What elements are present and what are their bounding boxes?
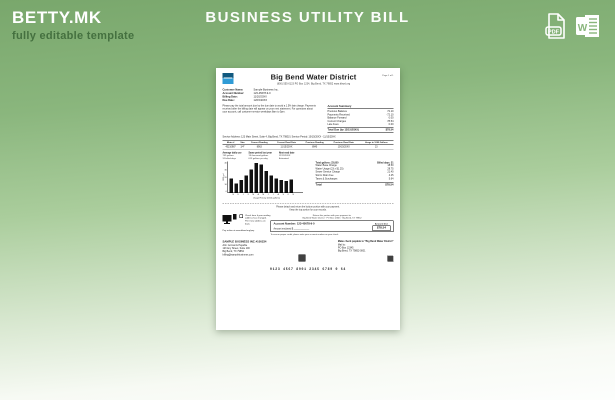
address-change-label: Check here if your mailing address has changed. Print new address on back.: [245, 213, 271, 225]
computer-icon: [223, 214, 238, 227]
charge-value: 4.25: [388, 174, 394, 177]
chart-bar: [230, 179, 234, 193]
chart-bar: [250, 169, 254, 192]
table-cell: 45210987: [223, 145, 239, 150]
charge-row: [316, 178, 394, 181]
pay-online-url[interactable]: Pay online at www.bbwd.org/pay: [222, 228, 255, 232]
chart-bar: [240, 180, 244, 192]
meter-info-col: [279, 151, 295, 159]
charge-label: Taxes & Surcharges: [315, 177, 338, 181]
svg-text:W: W: [577, 23, 588, 34]
detach-instructions: Please detach and return the bottom portion with your payment. Keep the top portion for your records.: [223, 204, 394, 212]
field-value: 123-45678-9-0: [253, 92, 271, 95]
table-header-cell: Usage in 1000 Gallons: [359, 140, 393, 145]
amount-enclosed-line[interactable]: Amount enclosed $ ____________: [273, 227, 310, 230]
charge-value: 18.50: [387, 164, 394, 168]
y-tick: 0: [225, 190, 227, 193]
chart-x-ticks: [230, 193, 311, 196]
address-line: billing@samplebusiness.com: [222, 253, 254, 257]
summary-value: 0.00: [388, 116, 394, 120]
qr-code-icon: [299, 254, 306, 261]
word-icon[interactable]: [575, 12, 601, 40]
page-title: BUSINESS UTILITY BILL: [205, 9, 410, 26]
summary-row: [328, 123, 394, 126]
x-tick: M: [252, 193, 254, 196]
chart-bar: [255, 163, 259, 192]
district-logo-icon: [223, 73, 234, 84]
chart-bar: [290, 179, 294, 192]
service-address-line: Service Address: 123 Main Street, Suite 4, Big Bend, TX 79852 | Service Period: 10/15/20XX - 11/15/20XX: [222, 135, 336, 139]
address-change-checkbox[interactable]: [240, 214, 244, 218]
meter-table: [223, 140, 394, 150]
y-tick: 20: [224, 175, 227, 179]
stub-note: To ensure proper credit, please write your account number on your check.: [270, 232, 339, 236]
chart-bar: [285, 181, 289, 193]
page-indicator: Page 1 of 1: [382, 74, 394, 77]
charge-label: Storm Drain Fee: [315, 174, 334, 177]
address-line: 123 Any Street, Suite 100: [222, 247, 250, 251]
table-header-cell: Previous Reading: [301, 140, 329, 145]
site-logo[interactable]: BETTY.MK: [12, 8, 102, 27]
table-cell: 11/15/20XX: [272, 145, 301, 150]
stub-account-number: Account Number: 123-45678-9-0: [273, 222, 315, 226]
info-head: Next read date: [278, 151, 295, 154]
field-value: Sample Business Inc.: [253, 88, 279, 92]
account-summary: [328, 105, 394, 133]
stub-footer: [223, 240, 394, 261]
chart-y-axis-label: 1000 gal: [222, 173, 225, 181]
address-line: Attn: Accounts Payable: [222, 244, 248, 247]
charge-label: Water Usage (23 x $1.25): [315, 167, 344, 171]
y-tick: 10: [224, 182, 227, 186]
y-tick: 40: [224, 161, 227, 165]
account-field-row: [223, 99, 394, 103]
charge-value: 5.64: [388, 177, 394, 181]
x-tick: A: [257, 193, 259, 196]
field-label: Billing Date:: [222, 95, 238, 99]
x-tick: D: [237, 193, 239, 196]
chart-bar: [280, 180, 284, 192]
info-head: Average daily use: [222, 151, 242, 154]
table-cell: 3/4": [240, 145, 245, 149]
table-header-cell: Meter #: [223, 140, 239, 145]
summary-label: Current Charges: [327, 119, 346, 123]
remit-to-block: Make check payable to "Big Bend Water District" Mail to: PO Box 12345 Big Bend, TX 79852-0001: [338, 240, 394, 261]
remit-line: Big Bend, TX 79852-0001: [337, 250, 366, 253]
company-contact: (800) 555-0123 PO Box 1234, Big Bend, TX 79852 www.bbwd.org: [276, 82, 351, 85]
svg-text:PDF: PDF: [547, 29, 560, 36]
summary-value: 78.54: [387, 119, 394, 123]
account-fields: [223, 89, 394, 103]
chart-title: Usage History (1000 gallons): [253, 196, 280, 200]
charge-value: 21.40: [387, 171, 394, 174]
summary-value: -72.10: [386, 113, 394, 117]
amount-due-label: Amount Due: [374, 222, 388, 225]
chart-bar: [245, 176, 249, 193]
meter-info-col: [223, 151, 242, 159]
summary-value: 72.10: [387, 110, 394, 113]
remit-pre-lines: Return this portion with your payment to: Big Bend Water District · PO Box 12345 · Big Bend, TX 79852: [302, 213, 362, 220]
summary-label: Late Fees: [327, 123, 339, 127]
info-line: 12/15/20XX: [278, 153, 291, 157]
usage-chart: [223, 162, 311, 200]
meter-info-col: [249, 151, 272, 159]
field-label: Due Date:: [222, 99, 235, 102]
info-line: Estimated: [278, 156, 289, 160]
amount-due-value: $78.54: [372, 225, 390, 231]
remit-line: Mail to:: [337, 243, 346, 247]
charge-label: Sewer Service Charge: [315, 171, 340, 174]
barcode-icon: 0123 4567 8901 2345 6789 0 64: [270, 267, 346, 271]
chart-bar: [270, 176, 274, 193]
bill-document: [216, 68, 400, 330]
charge-value: 28.75: [387, 167, 394, 171]
summary-label: Previous Balance: [327, 110, 347, 113]
x-tick: O: [287, 193, 289, 196]
table-header-cell: Current Read Date: [272, 140, 301, 145]
current-charges: [316, 162, 394, 200]
chart-bar: [260, 165, 264, 193]
remit-line: PO Box 12345: [337, 247, 354, 250]
company-name: Big Bend Water District: [270, 73, 357, 82]
x-tick: N: [292, 193, 294, 196]
table-cell: 8963: [246, 145, 272, 150]
x-tick: A: [277, 193, 279, 196]
meter-info-columns: [223, 151, 394, 159]
summary-value: 0.00: [388, 123, 394, 127]
qr-code-icon: [388, 255, 394, 261]
chart-bar: [235, 183, 239, 192]
address-line: Big Bend, TX 79852: [222, 250, 244, 254]
charge-label: Water Base Charge: [315, 164, 337, 168]
x-tick: J: [242, 193, 244, 196]
field-label: Account Number:: [222, 92, 245, 95]
chart-bar: [275, 179, 279, 193]
x-tick: N: [232, 193, 234, 196]
x-tick: J: [272, 193, 274, 196]
chart-bar: [265, 171, 269, 193]
field-value: 12/15/20XX: [253, 99, 268, 102]
summary-total: Total Due (by 12/15/20XX) $78.54: [327, 128, 394, 132]
pdf-icon[interactable]: [544, 12, 568, 40]
y-tick: 30: [224, 168, 227, 172]
summary-label: Payments Received: [327, 113, 350, 117]
table-header-cell: Current Reading: [246, 140, 272, 145]
field-label: Customer Name:: [222, 88, 244, 92]
x-tick: M: [262, 193, 264, 196]
x-tick: F: [247, 193, 249, 196]
addressee-block: SAMPLE BUSINESS INC #100234 Attn: Accounts Payable 123 Any Street, Suite 100 Big Bend, TX 79852 billing@samplebusiness.com: [222, 240, 267, 257]
info-head: Same period last year: [248, 151, 272, 154]
payment-stub: [223, 214, 394, 236]
bill-header: [223, 73, 394, 85]
table-header-cell: Previous Read Date: [328, 140, 359, 145]
site-tagline: fully editable template: [12, 30, 135, 42]
format-icons: [544, 12, 601, 40]
remit-box: [271, 220, 394, 232]
table-header-cell: Size: [240, 141, 245, 144]
info-line: 31 billed days: [222, 156, 236, 160]
x-tick: J: [267, 193, 269, 196]
table-row: [223, 145, 394, 150]
x-tick: S: [282, 193, 284, 196]
chart-plot-area: [228, 162, 304, 194]
table-cell: 10/15/20XX: [328, 145, 359, 150]
info-line: 742 gallons: [222, 153, 234, 157]
billing-notice: Please pay the total amount due by the due date to avoid a 1.5% late charge. Payments received after the billing date will appear on your next statement. For questions about your account, call customer service weekdays 8am to 5pm.: [222, 105, 316, 114]
info-line: 613 gallons per day: [248, 156, 268, 160]
summary-title: Account Summary: [328, 105, 394, 109]
info-line: 19 thousand gallons: [248, 153, 269, 157]
table-cell: 23: [359, 145, 393, 150]
field-value: 11/20/20XX: [253, 95, 267, 99]
summary-label: Balance Forward: [327, 116, 347, 120]
table-cell: 8940: [301, 145, 329, 150]
charges-total: Total $78.54: [315, 183, 394, 187]
charges-aside: Total gallons: 23,000 Billed days: 31: [315, 161, 394, 165]
